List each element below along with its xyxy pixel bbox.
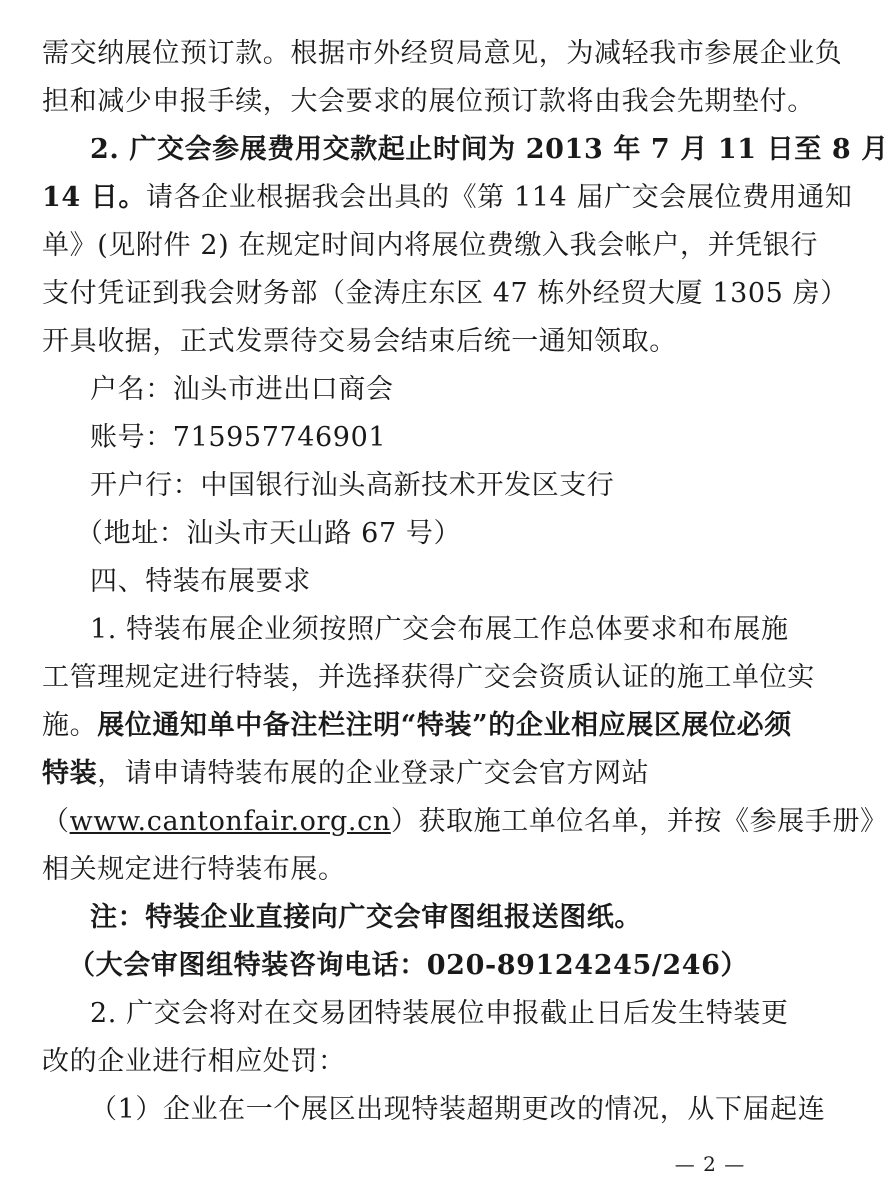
text-run: 请各企业根据我会出具的《第 114 届广交会展位费用通知 xyxy=(145,182,853,213)
bold-notice: 展位通知单中备注栏注明“特装”的企业相应展区展位必须 xyxy=(97,710,792,741)
text-line-14: 工管理规定进行特装，并选择获得广交会资质认证的施工单位实 xyxy=(42,662,815,693)
consult-phone: （大会审图组特装咨询电话：020-89124245/246） xyxy=(68,950,749,981)
account-number: 账号：715957746901 xyxy=(90,422,387,453)
bank-address: （地址：汕头市天山路 67 号） xyxy=(76,518,462,549)
text-line-7: 开具收据，正式发票待交易会结束后统一通知领取。 xyxy=(42,326,677,357)
text-line-3: 2. 广交会参展费用交款起止时间为 2013 年 7 月 11 日至 8 月 xyxy=(90,134,889,165)
text-line-1: 需交纳展位预订款。根据市外经贸局意见，为减轻我市参展企业负 xyxy=(42,38,843,69)
text-line-18: 相关规定进行特装布展。 xyxy=(42,854,346,885)
note-line: 注：特装企业直接向广交会审图组报送图纸。 xyxy=(90,902,642,933)
text-run: 施。 xyxy=(42,710,98,741)
text-line-4 xyxy=(0,181,853,215)
text-run: ）获取施工单位名单，并按《参展手册》 xyxy=(390,806,888,837)
text-run: ，请申请特装布展的企业登录广交会官方网站 xyxy=(97,758,650,789)
page-number: — 2 — xyxy=(674,1152,746,1176)
text-line-16 xyxy=(0,757,838,791)
text-line-15 xyxy=(0,709,838,743)
text-run: （ xyxy=(42,806,70,837)
section-heading: 四、特装布展要求 xyxy=(90,566,311,597)
bold-date: 14 日。 xyxy=(42,182,146,213)
account-name: 户名：汕头市进出口商会 xyxy=(90,374,394,405)
text-line-6: 支付凭证到我会财务部（金涛庄东区 47 栋外经贸大厦 1305 房） xyxy=(42,278,848,309)
bank-name: 开户行：中国银行汕头高新技术开发区支行 xyxy=(90,470,615,501)
text-line-2: 担和减少申报手续，大会要求的展位预订款将由我会先期垫付。 xyxy=(42,86,815,117)
website-link[interactable]: www.cantonfair.org.cn xyxy=(69,806,391,837)
text-line-23: （1）企业在一个展区出现特装超期更改的情况，从下届起连 xyxy=(90,1094,826,1125)
bold-notice: 特装 xyxy=(42,758,98,789)
text-line-17 xyxy=(0,805,888,839)
text-line-13: 1. 特装布展企业须按照广交会布展工作总体要求和布展施 xyxy=(90,614,789,645)
text-line-21: 2. 广交会将对在交易团特装展位申报截止日后发生特装更 xyxy=(90,998,789,1029)
text-line-5: 单》(见附件 2) 在规定时间内将展位费缴入我会帐户，并凭银行 xyxy=(42,230,819,261)
text-line-22: 改的企业进行相应处罚： xyxy=(42,1046,346,1077)
